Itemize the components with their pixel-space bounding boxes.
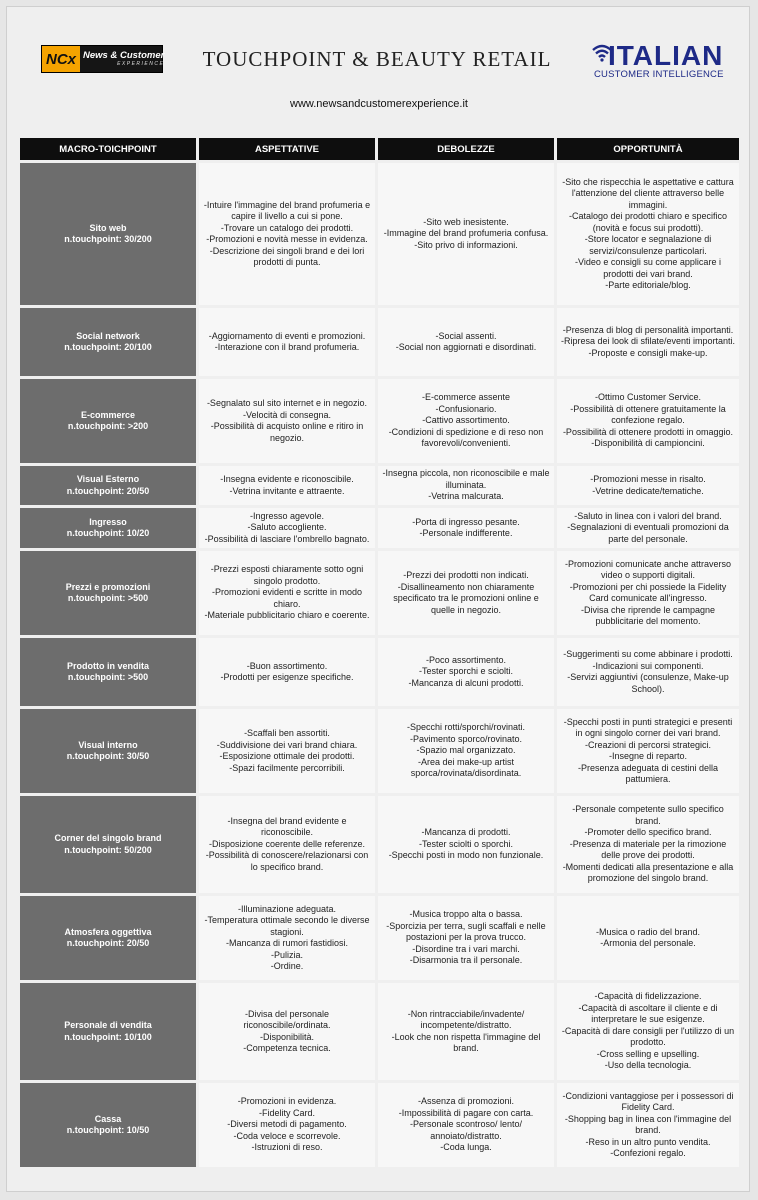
table-row — [20, 796, 739, 893]
debolezze-cell — [378, 308, 554, 376]
cell-line: -Vetrine dedicate/tematiche. — [592, 485, 704, 496]
cell-line: -Prezzi dei prodotti non indicati. — [403, 570, 529, 580]
cell-line: -Promozioni comunicate anche attraverso video o supporti digitali. — [564, 558, 732, 580]
touchpoint-label — [20, 983, 196, 1080]
touchpoint-count: n.touchpoint: 20/50 — [66, 485, 150, 496]
cell-line: -Coda veloce e scorrevole. — [233, 1130, 341, 1141]
opportunita-cell — [557, 896, 739, 980]
cell-line: -Disponibilità di campioncini. — [591, 438, 705, 449]
table-row — [20, 1083, 739, 1167]
table-row — [20, 983, 739, 1080]
touchpoint-count: n.touchpoint: 10/20 — [66, 528, 150, 538]
touchpoint-label — [20, 551, 196, 635]
touchpoint-label — [20, 379, 196, 463]
cell-line: -Possibilità di lasciare l'ombrello bagnato. — [204, 533, 370, 544]
ncx-logo-sub: EXPERIENCE — [117, 61, 165, 67]
cell-line: -Condizioni di spedizione e di reso non favorevoli/convenienti. — [388, 426, 544, 449]
cell-line: -Promoter dello specifico brand. — [584, 827, 712, 838]
cell-line: -Presenza adeguata di cestini della pattumiera. — [577, 762, 719, 784]
touchpoint-label — [20, 308, 196, 376]
touchpoint-label — [20, 466, 196, 505]
cell-line: -Saluto accogliente. — [247, 522, 327, 533]
cell-line: -Specchi posti in modo non funzionale. — [388, 850, 544, 861]
cell-line: -Musica o radio del brand. — [595, 926, 701, 937]
cell-line: -Capacità di dare consigli per l'utilizzo di un prodotto. — [561, 1025, 735, 1048]
cell-line: -Sito privo di informazioni. — [414, 239, 518, 250]
opportunita-cell — [557, 983, 739, 1080]
debolezze-cell — [378, 163, 554, 305]
cell-line: -Intuire l'immagine del brand profumeria e capire il livello a cui si pone. — [203, 199, 371, 221]
cell-line: -Immagine del brand profumeria confusa. — [383, 228, 549, 239]
cell-line: -Capacità di ascoltare il cliente e di interpretare le sue esigenze. — [578, 1002, 718, 1025]
ncx-logo-text — [80, 46, 167, 72]
cell-line: -Mancanza di prodotti. — [421, 827, 511, 838]
cell-line: -Confusionario. — [435, 403, 497, 414]
cell-line: -Poco assortimento. — [425, 654, 507, 665]
cell-line: -Parte editoriale/blog. — [605, 280, 691, 290]
touchpoint-count: n.touchpoint: >500 — [67, 672, 149, 682]
touchpoint-name: Prezzi e promozioni — [65, 581, 151, 592]
cell-line: -Store locator e segnalazione di servizi/consulenze particolari. — [584, 234, 712, 256]
debolezze-cell — [378, 638, 554, 706]
cell-line: -Mancanza di rumori fastidiosi. — [225, 938, 349, 948]
touchpoint-name: Visual Esterno — [76, 474, 140, 484]
cell-line: -Pavimento sporco/rovinato. — [409, 733, 523, 744]
cell-line: -Descrizione dei singoli brand e dei lori prodotti di punta. — [209, 245, 365, 267]
cell-line: -Velocità di consegna. — [242, 409, 332, 420]
cell-line: -Saluto in linea con i valori del brand. — [574, 510, 722, 521]
debolezze-cell — [378, 1083, 554, 1167]
aspettative-cell — [199, 308, 375, 376]
touchpoint-table — [17, 135, 742, 1170]
cell-line: -Shopping bag in linea con l'immagine del brand. — [564, 1113, 732, 1135]
aspettative-cell — [199, 466, 375, 505]
cell-line: -Divisa che riprende le campagne pubblicitarie del momento. — [580, 604, 716, 626]
cell-line: -Spazi facilmente percorribili. — [229, 762, 345, 773]
opportunita-cell — [557, 638, 739, 706]
table-row — [20, 508, 739, 548]
cell-line: -Look che non rispetta l'immagine del brand. — [391, 1031, 541, 1053]
cell-line: -Non rintracciabile/invadente/ incompetente/distratto. — [407, 1008, 525, 1030]
aspettative-cell — [199, 896, 375, 980]
ncx-logo-main: News & Customer — [83, 50, 165, 61]
touchpoint-label — [20, 163, 196, 305]
header-debolezze: DEBOLEZZE — [378, 138, 554, 160]
cell-line: -Disposizione coerente delle referenze. — [208, 838, 366, 849]
aspettative-cell — [199, 379, 375, 463]
touchpoint-count: n.touchpoint: 20/100 — [64, 342, 152, 352]
opportunita-cell — [557, 796, 739, 893]
italian-logo — [591, 41, 731, 83]
cell-line: -Condizioni vantaggiose per i possessori di Fidelity Card. — [562, 1090, 734, 1112]
cell-line: -Servizi aggiuntivi (consulenze, Make-up School). — [567, 672, 729, 694]
cell-line: -Trovare un catalogo dei prodotti. — [220, 222, 354, 233]
debolezze-cell — [378, 466, 554, 505]
cell-line: -Promozioni messe in risalto. — [590, 474, 706, 484]
header — [7, 7, 751, 135]
cell-line: -Insegna piccola, non riconoscibile e male illuminata. — [382, 468, 550, 490]
touchpoint-name: Visual interno — [78, 739, 138, 750]
table-row — [20, 308, 739, 376]
touchpoint-name: E-commerce — [80, 409, 136, 420]
cell-line: -Confezioni regalo. — [610, 1148, 686, 1158]
cell-line: -Possibilità di ottenere gratuitamente la confezione regalo. — [570, 403, 726, 426]
cell-line: -Promozioni per chi possiede la Fidelity Card comunicate all'ingresso. — [569, 581, 727, 603]
cell-line: -Prodotti per esigenze specifiche. — [220, 672, 354, 682]
cell-line: -Interazione con il brand profumeria. — [214, 342, 360, 352]
table-row — [20, 638, 739, 706]
cell-line: -Video e consigli su come applicare i prodotti dei vari brand. — [575, 257, 721, 279]
touchpoint-count: n.touchpoint: 10/50 — [66, 1125, 150, 1135]
cell-line: -Promozioni evidenti e scritte in modo chiaro. — [211, 587, 363, 609]
table-row — [20, 896, 739, 980]
touchpoint-count: n.touchpoint: 10/100 — [64, 1031, 152, 1042]
touchpoint-name: Corner del singolo brand — [54, 833, 162, 843]
cell-line: -Cross selling e upselling. — [596, 1048, 700, 1059]
debolezze-cell — [378, 796, 554, 893]
touchpoint-count: n.touchpoint: >500 — [67, 593, 149, 603]
cell-line: -Temperatura ottimale secondo le diverse stagioni. — [204, 915, 370, 937]
cell-line: -Reso in un altro punto vendita. — [585, 1136, 711, 1147]
cell-line: -Competenza tecnica. — [243, 1043, 331, 1053]
cell-line: -Musica troppo alta o bassa. — [409, 909, 523, 920]
opportunita-cell — [557, 308, 739, 376]
cell-line: -Scaffali ben assortiti. — [244, 728, 330, 738]
cell-line: -Illuminazione adeguata. — [237, 903, 337, 914]
cell-line: -Possibilità di acquisto online e ritiro in negozio. — [210, 421, 364, 443]
cell-line: -Promozioni e novità messe in evidenza. — [206, 234, 368, 244]
touchpoint-count: n.touchpoint: >200 — [67, 421, 149, 431]
ncx-logo — [41, 45, 163, 73]
aspettative-cell — [199, 163, 375, 305]
touchpoint-name: Cassa — [94, 1113, 122, 1124]
cell-line: -Suddivisione dei vari brand chiara. — [216, 739, 358, 750]
touchpoint-label — [20, 896, 196, 980]
opportunita-cell — [557, 379, 739, 463]
cell-line: -Social non aggiornati e disordinati. — [395, 342, 537, 352]
cell-line: -Insegna del brand evidente e riconoscibile. — [227, 815, 347, 838]
cell-line: -Pulizia. — [270, 949, 303, 960]
aspettative-cell — [199, 638, 375, 706]
cell-line: -Disallineamento non chiaramente specificato tra le promozioni online e quelle in negozio. — [393, 581, 539, 615]
debolezze-cell — [378, 508, 554, 548]
touchpoint-label — [20, 508, 196, 548]
cell-line: -Fidelity Card. — [258, 1107, 315, 1118]
table-row — [20, 551, 739, 635]
debolezze-cell — [378, 983, 554, 1080]
touchpoint-name: Social network — [76, 330, 140, 341]
table-row — [20, 379, 739, 463]
cell-line: -Istruzioni di reso. — [251, 1142, 323, 1153]
touchpoint-name: Ingresso — [89, 516, 127, 527]
cell-line: -Social assenti. — [435, 330, 497, 341]
touchpoint-label — [20, 796, 196, 893]
cell-line: -Specchi rotti/sporchi/rovinati. — [406, 722, 526, 733]
ncx-logo-badge: NCx — [42, 46, 80, 72]
cell-line: -Suggerimenti su come abbinare i prodotti. — [563, 649, 733, 659]
touchpoint-label — [20, 638, 196, 706]
table-row — [20, 163, 739, 305]
cell-line: -Catalogo dei prodotti chiaro e specifico (novità e focus sui prodotti). — [568, 211, 728, 233]
touchpoint-count: n.touchpoint: 30/50 — [66, 751, 150, 761]
cell-line: -Materiale pubblicitario chiaro e coerente. — [204, 610, 370, 621]
cell-line: -Presenza di blog di personalità importanti. — [562, 324, 734, 335]
cell-line: -Ottimo Customer Service. — [594, 392, 702, 403]
cell-line: -Ordine. — [270, 961, 304, 971]
cell-line: -Presenza di materiale per la rimozione delle prove dei prodotti. — [569, 838, 727, 861]
cell-line: -Insegna evidente e riconoscibile. — [220, 474, 354, 484]
cell-line: -Segnalato sul sito internet e in negozio. — [206, 398, 368, 408]
table-row — [20, 709, 739, 793]
cell-line: -Tester sporchi e sciolti. — [418, 666, 514, 677]
debolezze-cell — [378, 551, 554, 635]
cell-line: -Uso della tecnologia. — [604, 1060, 692, 1071]
table-header-row — [20, 138, 739, 160]
touchpoint-count: n.touchpoint: 30/200 — [64, 234, 152, 244]
cell-line: -Promozioni in evidenza. — [237, 1096, 337, 1107]
cell-line: -Personale indifferente. — [419, 528, 513, 538]
debolezze-cell — [378, 709, 554, 793]
cell-line: -Coda lunga. — [440, 1142, 492, 1153]
cell-line: -Vetrina malcurata. — [428, 491, 504, 502]
cell-line: -Indicazioni sui componenti. — [592, 660, 704, 671]
opportunita-cell — [557, 508, 739, 548]
cell-line: -Personale scontroso/ lento/ annoiato/distratto. — [409, 1119, 523, 1141]
opportunita-cell — [557, 1083, 739, 1167]
debolezze-cell — [378, 379, 554, 463]
cell-line: -Momenti dedicati alla presentazione e alla promozione del singolo brand. — [562, 861, 734, 884]
aspettative-cell — [199, 983, 375, 1080]
cell-line: -Disponibilità. — [259, 1031, 315, 1042]
cell-line: -Divisa del personale riconoscibile/ordinata. — [243, 1008, 331, 1030]
opportunita-cell — [557, 709, 739, 793]
opportunita-cell — [557, 163, 739, 305]
cell-line: -E-commerce assente — [421, 392, 511, 403]
cell-line: -Disordine tra i vari marchi. — [412, 943, 520, 954]
header-aspettative: ASPETTATIVE — [199, 138, 375, 160]
document-frame — [6, 6, 750, 1192]
cell-line: -Spazio mal organizzato. — [416, 745, 516, 756]
touchpoint-count: n.touchpoint: 50/200 — [64, 844, 152, 855]
cell-line: -Assenza di promozioni. — [417, 1096, 515, 1107]
cell-line: -Esposizione ottimale dei prodotti. — [219, 751, 355, 761]
debolezze-cell — [378, 896, 554, 980]
cell-line: -Prezzi esposti chiaramente sotto ogni singolo prodotto. — [210, 564, 364, 586]
cell-line: -Sporcizia per terra, sugli scaffali e nelle postazioni per la prova trucco. — [386, 920, 546, 943]
cell-line: -Sito web inesistente. — [423, 216, 509, 227]
cell-line: -Cattivo assortimento. — [422, 415, 510, 426]
cell-line: -Creazioni di percorsi strategici. — [584, 739, 712, 750]
opportunita-cell — [557, 466, 739, 505]
cell-line: -Capacità di fidelizzazione. — [594, 991, 702, 1002]
touchpoint-name: Sito web — [89, 222, 127, 233]
cell-line: -Diversi metodi di pagamento. — [227, 1119, 347, 1130]
cell-line: -Ingresso agevole. — [249, 510, 325, 521]
aspettative-cell — [199, 709, 375, 793]
table-body — [20, 163, 739, 1167]
touchpoint-name: Atmosfera oggettiva — [64, 926, 152, 937]
touchpoint-name: Personale di vendita — [64, 1020, 152, 1030]
cell-line: -Ripresa dei look di sfilate/eventi importanti. — [560, 336, 736, 347]
page-title: TOUCHPOINT & BEAUTY RETAIL — [202, 47, 552, 71]
cell-line: -Insegne di reparto. — [608, 751, 688, 761]
touchpoint-label — [20, 1083, 196, 1167]
cell-line: -Specchi posti in punti strategici e presenti in ogni singolo corner dei vari brand. — [563, 716, 733, 738]
cell-line: -Proposte e consigli make-up. — [588, 347, 708, 358]
aspettative-cell — [199, 796, 375, 893]
cell-line: -Impossibilità di pagare con carta. — [398, 1107, 534, 1118]
cell-line: -Disarmonia tra il personale. — [409, 955, 523, 966]
cell-line: -Aggiornamento di eventi e promozioni. — [208, 330, 366, 341]
header-opportunita: OPPORTUNITÀ — [557, 138, 739, 160]
website-url: www.newsandcustomerexperience.it — [290, 98, 468, 110]
opportunita-cell — [557, 551, 739, 635]
cell-line: -Possibilità di ottenere prodotti in omaggio. — [562, 426, 734, 437]
cell-line: -Possibilità di conoscere/relazionarsi con lo specifico brand. — [205, 850, 369, 872]
header-macro-touchpoint: MACRO-TOICHPOINT — [20, 138, 196, 160]
touchpoint-count: n.touchpoint: 20/50 — [66, 938, 150, 948]
cell-line: -Tester sciolti o sporchi. — [418, 838, 514, 849]
table-row — [20, 466, 739, 505]
cell-line: -Sito che rispecchia le aspettative e cattura l'attenzione del cliente attraverso belle immagini. — [562, 176, 734, 210]
italian-logo-sub: CUSTOMER INTELLIGENCE — [594, 69, 724, 80]
aspettative-cell — [199, 551, 375, 635]
cell-line: -Buon assortimento. — [246, 660, 328, 671]
cell-line: -Area dei make-up artist sporca/rovinata/disordinata. — [410, 756, 522, 779]
cell-line: -Mancanza di alcuni prodotti. — [408, 677, 524, 688]
cell-line: -Vetrina invitante e attraente. — [229, 485, 345, 496]
cell-line: -Porta di ingresso pesante. — [412, 516, 520, 527]
cell-line: -Armonia del personale. — [600, 938, 696, 948]
touchpoint-name: Prodotto in vendita — [67, 660, 149, 671]
touchpoint-label — [20, 709, 196, 793]
aspettative-cell — [199, 508, 375, 548]
aspettative-cell — [199, 1083, 375, 1167]
cell-line: -Personale competente sullo specifico brand. — [572, 804, 724, 826]
italian-logo-word: ITALIAN — [608, 40, 724, 71]
cell-line: -Segnalazioni di eventuali promozioni da parte del personale. — [567, 522, 729, 544]
